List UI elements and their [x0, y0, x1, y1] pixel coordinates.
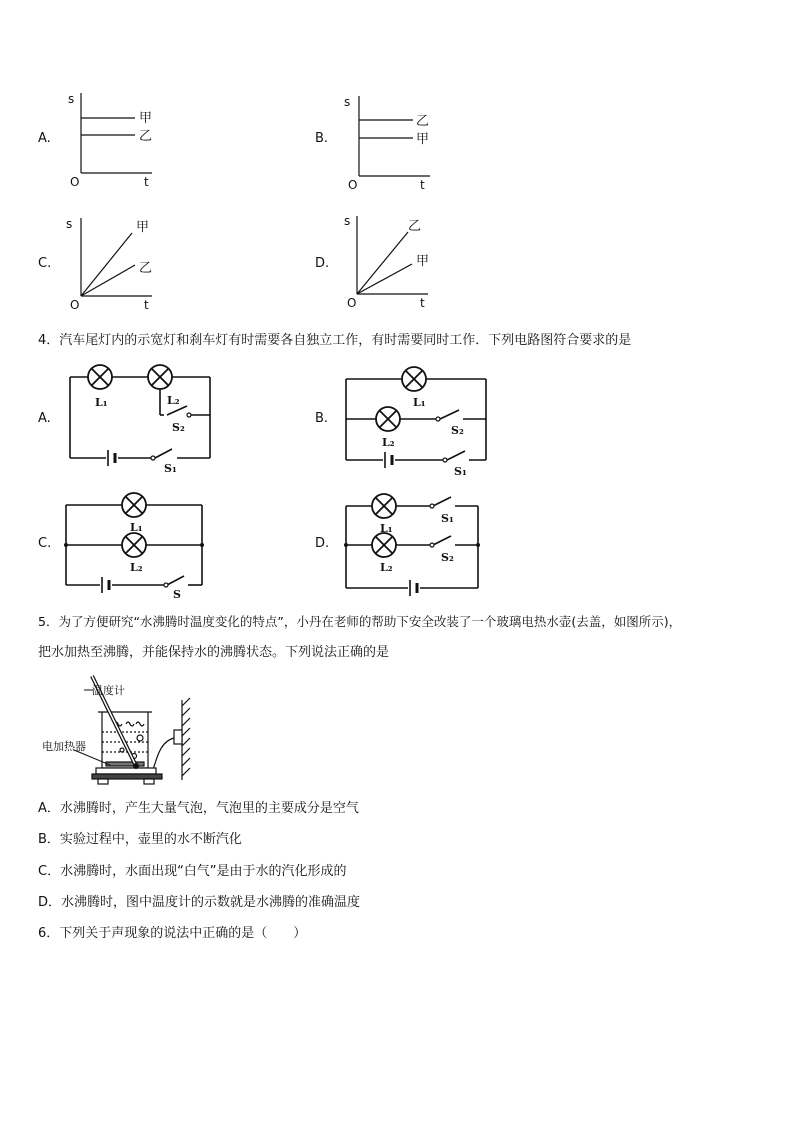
- switch-s2-icon: [187, 413, 191, 417]
- lamp-l2-icon: [122, 533, 146, 557]
- lamp-l2-icon: [372, 533, 396, 557]
- battery-icon: [108, 450, 115, 466]
- lower-line-label: 乙: [139, 261, 153, 276]
- lamp-l1-label: L₁: [380, 522, 393, 535]
- switch-s1-label: S₁: [454, 465, 467, 477]
- junction-dot: [64, 543, 68, 547]
- y-axis-label: s: [66, 217, 73, 231]
- q3-option-b-graph: [338, 88, 448, 194]
- switch-s2-label: S₂: [441, 551, 454, 564]
- q5-option-c: C．水沸腾时，水面出现“白气”是由于水的汽化形成的: [38, 864, 347, 879]
- junction-dot: [476, 543, 480, 547]
- battery-icon: [410, 580, 417, 596]
- x-axis-label: t: [420, 178, 425, 192]
- q4-option-d-letter: D.: [315, 536, 330, 551]
- junction-dot: [344, 543, 348, 547]
- lamp-l1-icon: [402, 367, 426, 391]
- y-axis-label: s: [344, 95, 351, 109]
- upper-line-label: 甲: [136, 220, 150, 235]
- lamp-l2-icon: [376, 407, 400, 431]
- wall-icon: [182, 698, 190, 780]
- battery-icon: [385, 452, 392, 468]
- q5-stem-line1: 5．为了方便研究“水沸腾时温度变化的特点”，小丹在老师的帮助下安全改装了一个玻璃电热水壶(去盖，如图所示)，: [38, 614, 682, 629]
- q4-option-a-letter: A.: [38, 411, 51, 426]
- socket-icon: [174, 730, 182, 744]
- q3-option-c-letter: C.: [38, 256, 52, 271]
- q5-stem-line2: 把水加热至沸腾，并能保持水的沸腾状态。下列说法正确的是: [38, 645, 390, 660]
- switch-s-label: S: [173, 588, 181, 599]
- power-cord: [152, 738, 174, 772]
- y-axis-label: s: [68, 92, 75, 106]
- q5-option-b: B．实验过程中，壶里的水不断汽化: [38, 832, 242, 847]
- upper-line-label: 乙: [416, 114, 430, 129]
- lamp-l1-label: L₁: [413, 396, 426, 409]
- origin-label: O: [70, 298, 80, 312]
- x-axis-label: t: [420, 296, 425, 310]
- lamp-l2-label: L₂: [130, 561, 143, 574]
- switch-s2-icon: [430, 543, 434, 547]
- x-axis-label: t: [144, 298, 149, 312]
- q5-kettle-figure: [40, 672, 200, 790]
- upper-line: [357, 232, 408, 294]
- y-axis-label: s: [344, 214, 351, 228]
- origin-label: O: [348, 178, 358, 192]
- upper-line: [81, 233, 132, 296]
- q4-option-b-letter: B.: [315, 411, 329, 426]
- upper-line-label: 甲: [139, 111, 153, 126]
- q4-option-c-letter: C.: [38, 536, 52, 551]
- switch-s-icon: [164, 583, 168, 587]
- switch-s1-label: S₁: [164, 462, 177, 472]
- q4-option-b-circuit: [338, 362, 498, 477]
- lower-line: [357, 264, 412, 294]
- q6-stem: 6．下列关于声现象的说法中正确的是（ ）: [38, 926, 307, 941]
- q3-option-d-letter: D.: [315, 256, 330, 271]
- upper-line-label: 乙: [408, 219, 422, 234]
- x-axis-label: t: [144, 175, 149, 189]
- lower-line-label: 甲: [416, 254, 430, 269]
- switch-s1-icon: [151, 456, 155, 460]
- q4-stem: 4．汽车尾灯内的示宽灯和刹车灯有时需要各自独立工作，有时需要同时工作．下列电路图符合要求的是: [38, 333, 632, 348]
- origin-label: O: [70, 175, 80, 189]
- q3-option-c-graph: [60, 210, 170, 316]
- switch-s2-icon: [436, 417, 440, 421]
- lamp-l2-label: L₂: [167, 394, 180, 407]
- lamp-l2-label: L₂: [380, 561, 393, 574]
- lamp-l1-icon: [122, 493, 146, 517]
- junction-dot: [200, 543, 204, 547]
- lamp-l1-icon: [372, 494, 396, 518]
- q3-option-b-letter: B.: [315, 131, 329, 146]
- q5-option-a: A．水沸腾时，产生大量气泡，气泡里的主要成分是空气: [38, 801, 359, 816]
- q3-option-a-letter: A.: [38, 131, 51, 146]
- lamp-l2-icon: [148, 365, 172, 389]
- q3-option-a-graph: [60, 85, 170, 191]
- q3-option-d-graph: [336, 206, 446, 312]
- q5-option-d: D．水沸腾时，图中温度计的示数就是水沸腾的准确温度: [38, 895, 361, 910]
- switch-s1-label: S₁: [441, 512, 454, 525]
- lamp-l1-label: L₁: [95, 396, 108, 409]
- switch-s2-label: S₂: [451, 424, 464, 437]
- battery-icon: [102, 577, 109, 593]
- switch-s1-icon: [430, 504, 434, 508]
- lamp-l1-label: L₁: [130, 521, 143, 534]
- switch-s1-icon: [443, 458, 447, 462]
- origin-label: O: [347, 296, 357, 310]
- lower-line: [81, 265, 135, 296]
- q4-option-c-circuit: [60, 487, 220, 599]
- switch-s2-label: S₂: [172, 421, 185, 434]
- thermometer-label: 温度计: [92, 684, 125, 697]
- lower-line-label: 乙: [139, 129, 153, 144]
- heater-label: 电加热器: [42, 740, 86, 753]
- lower-line-label: 甲: [416, 132, 430, 147]
- q4-option-d-circuit: [338, 487, 498, 599]
- lamp-l1-icon: [88, 365, 112, 389]
- q4-option-a-circuit: [60, 362, 220, 472]
- lamp-l2-label: L₂: [382, 436, 395, 449]
